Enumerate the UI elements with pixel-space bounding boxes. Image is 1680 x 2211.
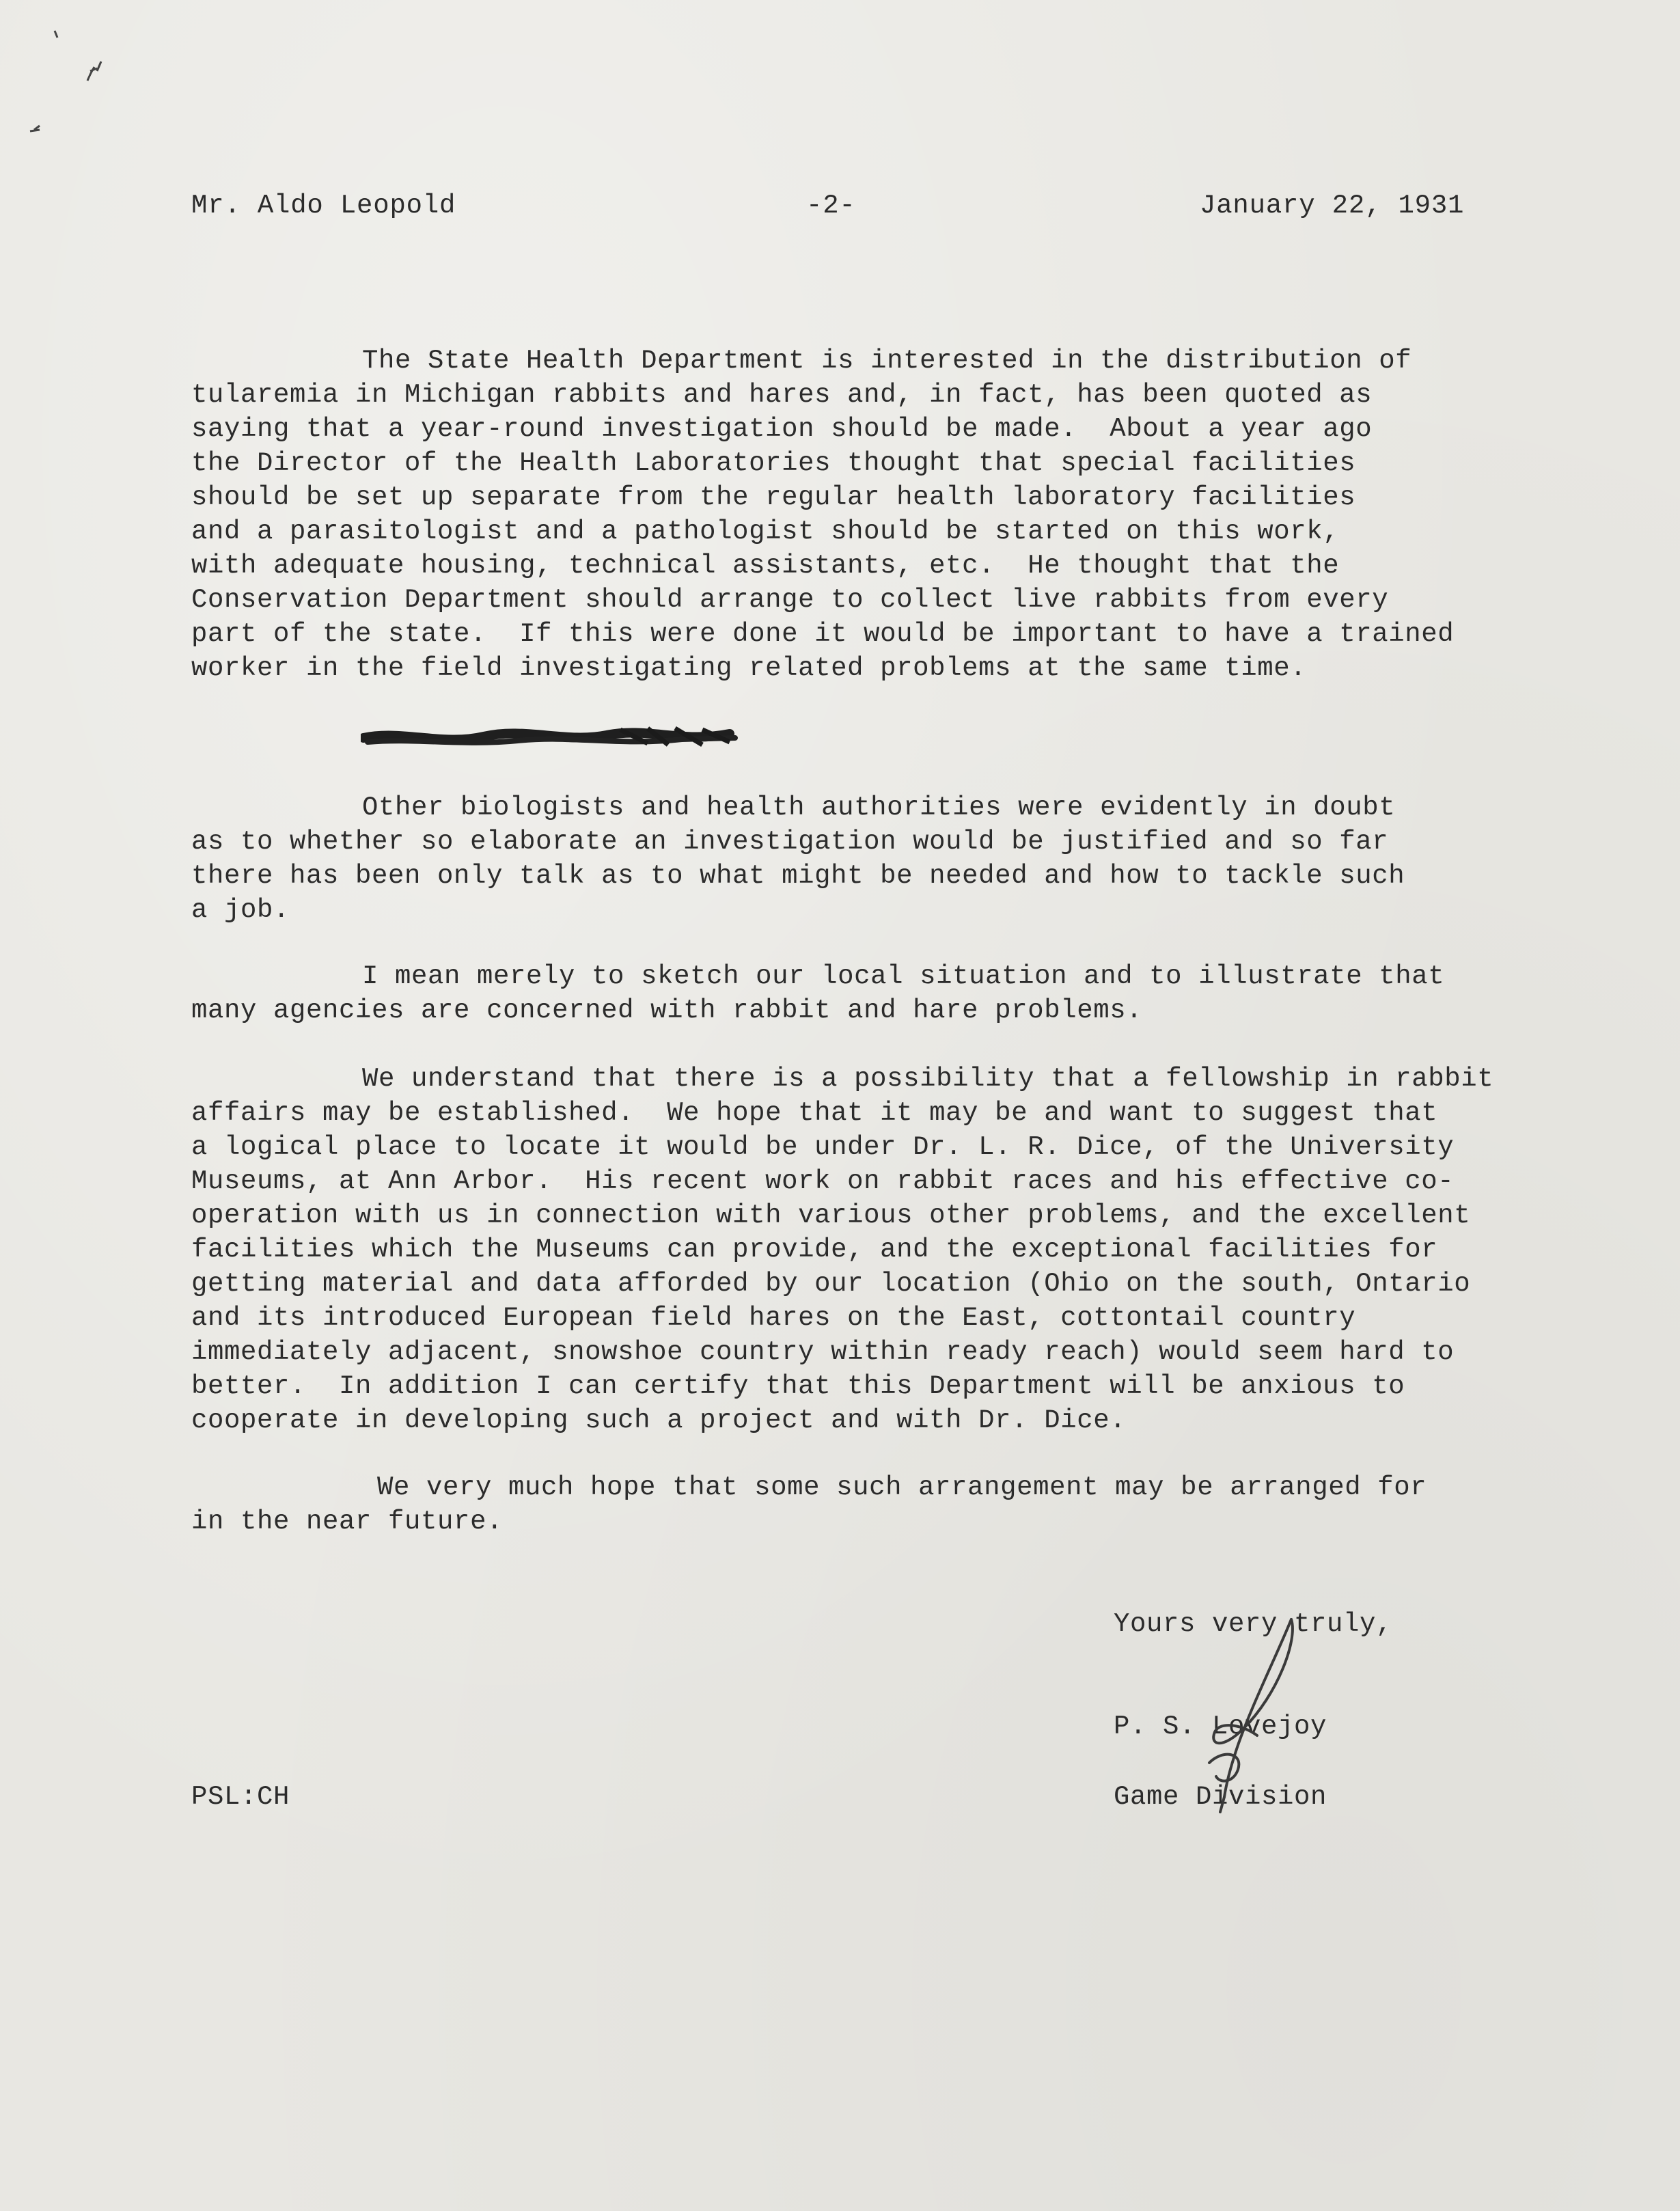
paragraph-line: should be set up separate from the regular health laboratory facilities	[191, 482, 1356, 512]
paragraph-line: worker in the field investigating related problems at the same time.	[191, 653, 1307, 683]
paragraph-line: affairs may be established. We hope that it may be and want to suggest that	[191, 1098, 1438, 1128]
paragraph-line: immediately adjacent, snowshoe country within ready reach) would seem hard to	[191, 1337, 1455, 1367]
paragraph-line: tularemia in Michigan rabbits and hares and, in fact, has been quoted as	[191, 380, 1373, 410]
letter-date: January 22, 1931	[1200, 191, 1465, 221]
paragraph-line: We very much hope that some such arrangement may be arranged for	[377, 1472, 1427, 1502]
paragraph-line: saying that a year-round investigation should be made. About a year ago	[191, 414, 1373, 444]
reference-initials: PSL:CH	[191, 1782, 290, 1812]
paragraph-line: Conservation Department should arrange to collect live rabbits from every	[191, 585, 1389, 615]
paragraph-line: Museums, at Ann Arbor. His recent work on rabbit races and his effective co-	[191, 1166, 1455, 1196]
page-number: -2-	[806, 191, 856, 221]
paragraph-line: better. In addition I can certify that this Department will be anxious to	[191, 1371, 1405, 1401]
paragraph-line: with adequate housing, technical assistants, etc. He thought that the	[191, 551, 1340, 581]
paragraph-line: in the near future.	[191, 1507, 504, 1537]
struck-out-text	[361, 723, 743, 753]
paragraph-line: as to whether so elaborate an investigation would be justified and so far	[191, 827, 1389, 857]
paragraph-line: I mean merely to sketch our local situation and to illustrate that	[362, 961, 1445, 991]
signer-division: Game Division	[1114, 1782, 1327, 1812]
signer-name: P. S. Lovejoy	[1114, 1712, 1327, 1742]
closing-salutation: Yours very truly,	[1114, 1609, 1393, 1639]
paragraph-line: a job.	[191, 895, 290, 925]
paragraph-line: many agencies are concerned with rabbit and hare problems.	[191, 995, 1143, 1026]
paragraph-line: Other biologists and health authorities were evidently in doubt	[362, 793, 1396, 823]
paragraph-line: there has been only talk as to what might be needed and how to tackle such	[191, 861, 1405, 891]
paragraph-line: a logical place to locate it would be under Dr. L. R. Dice, of the University	[191, 1132, 1455, 1162]
handwritten-signature	[1161, 1612, 1339, 1817]
paragraph-line: We understand that there is a possibility that a fellowship in rabbit	[362, 1064, 1494, 1094]
paragraph-line: operation with us in connection with various other problems, and the excellent	[191, 1200, 1471, 1231]
paragraph-line: cooperate in developing such a project and with Dr. Dice.	[191, 1405, 1127, 1436]
paragraph-line: part of the state. If this were done it would be important to have a trained	[191, 619, 1455, 649]
recipient-name: Mr. Aldo Leopold	[191, 191, 456, 221]
paragraph-line: facilities which the Museums can provide, and the exceptional facilities for	[191, 1235, 1438, 1265]
paragraph-line: and its introduced European field hares on the East, cottontail country	[191, 1303, 1356, 1333]
paragraph-line: the Director of the Health Laboratories thought that special facilities	[191, 448, 1356, 478]
paragraph-line: The State Health Department is interested in the distribution of	[362, 346, 1412, 376]
stray-ink-marks	[20, 14, 102, 137]
paragraph-line: getting material and data afforded by our location (Ohio on the south, Ontario	[191, 1269, 1471, 1299]
paragraph-line: and a parasitologist and a pathologist should be started on this work,	[191, 517, 1340, 547]
